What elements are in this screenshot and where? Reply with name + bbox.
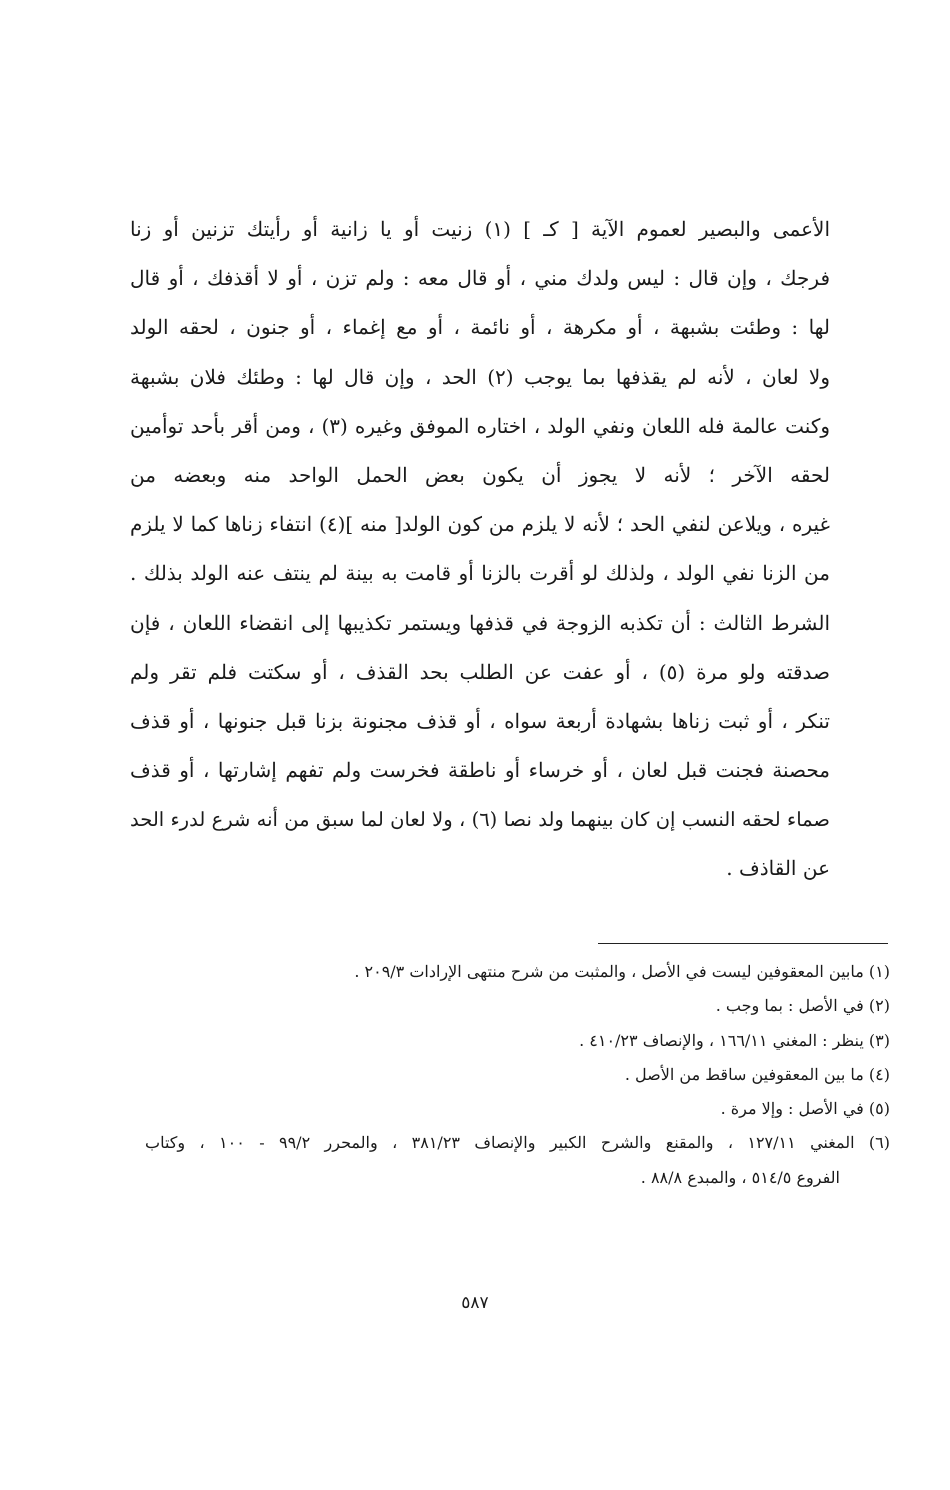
page-number: ٥٨٧ bbox=[461, 1293, 489, 1313]
text-line-6: لحقه الآخر ؛ لأنه لا يجوز أن يكون بعض الحمل الواحد منه وبعضه من bbox=[130, 462, 830, 487]
footnote-2: (٢) في الأصل : بما وجب . bbox=[715, 996, 890, 1016]
text-line-1: الأعمى والبصير لعموم الآية [ كـ ] (١) زنيت أو يا زانية أو رأيتك تزنين أو زنا bbox=[130, 217, 830, 241]
text-line-13: صماء لحقه النسب إن كان بينهما ولد نصا (٦) ، ولا لعان لما سبق من أنه شرع لدرء الحد bbox=[130, 808, 830, 832]
text-line-8: من الزنا نفي الولد ، ولذلك لو أقرت بالزنا أو قامت به بينة لم ينتف عنه الولد بذلك . bbox=[130, 561, 830, 586]
footnotes bbox=[145, 955, 890, 1195]
footnote-4: (٤) ما بين المعقوفين ساقط من الأصل . bbox=[624, 1064, 890, 1084]
text-line-7: غيره ، ويلاعن لنفي الحد ؛ لأنه لا يلزم من كون الولد[ منه ](٤) انتفاء زناها كما لا يلزم bbox=[130, 512, 830, 537]
footnote-6-continued: الفروع ٥١٤/٥ ، والمبدع ٨٨/٨ . bbox=[640, 1167, 840, 1187]
footnote-separator bbox=[598, 943, 888, 944]
footnote-3: (٣) ينظر : المغني ١٦٦/١١ ، والإنصاف ٤١٠/٢٣ . bbox=[579, 1030, 890, 1050]
text-line-14: عن القاذف . bbox=[726, 856, 830, 881]
text-line-3: لها : وطئت بشبهة ، أو مكرهة ، أو نائمة ، أو مع إغماء ، أو جنون ، لحقه الولد bbox=[130, 315, 830, 340]
footnote-1: (١) مابين المعقوفين ليست في الأصل ، والمثبت من شرح منتهى الإرادات ٢٠٩/٣ . bbox=[354, 962, 890, 981]
text-line-4: ولا لعان ، لأنه لم يقذفها بما يوجب (٢) الحد ، وإن قال لها : وطئك فلان بشبهة bbox=[130, 364, 830, 389]
main-text bbox=[130, 205, 830, 894]
text-line-12: محصنة فجنت قبل لعان ، أو خرساء أو ناطقة فخرست ولم تفهم إشارتها ، أو قذف bbox=[130, 758, 830, 783]
footnote-5: (٥) في الأصل : وإلا مرة . bbox=[720, 1099, 890, 1119]
text-line-10: صدقته ولو مرة (٥) ، أو عفت عن الطلب بحد القذف ، أو سكتت فلم تقر ولم bbox=[130, 659, 830, 684]
footnote-6: (٦) المغني ١٢٧/١١ ، والمقنع والشرح الكبير والإنصاف ٣٨١/٢٣ ، والمحرر ٩٩/٢ - ١٠٠ ، وكتاب bbox=[145, 1133, 890, 1153]
text-line-9: الشرط الثالث : أن تكذبه الزوجة في قذفها ويستمر تكذيبها إلى انقضاء اللعان ، فإن bbox=[130, 610, 830, 635]
text-line-11: تنكر ، أو ثبت زناها بشهادة أربعة سواه ، أو قذف مجنونة بزنا قبل جنونها ، أو قذف bbox=[130, 708, 830, 733]
text-line-2: فرجك ، وإن قال : ليس ولدك مني ، أو قال معه : ولم تزن ، أو لا أقذفك ، أو قال bbox=[130, 266, 830, 291]
text-line-5: وكنت عالمة فله اللعان ونفي الولد ، اختاره الموفق وغيره (٣) ، ومن أقر بأحد توأمين bbox=[130, 413, 830, 438]
